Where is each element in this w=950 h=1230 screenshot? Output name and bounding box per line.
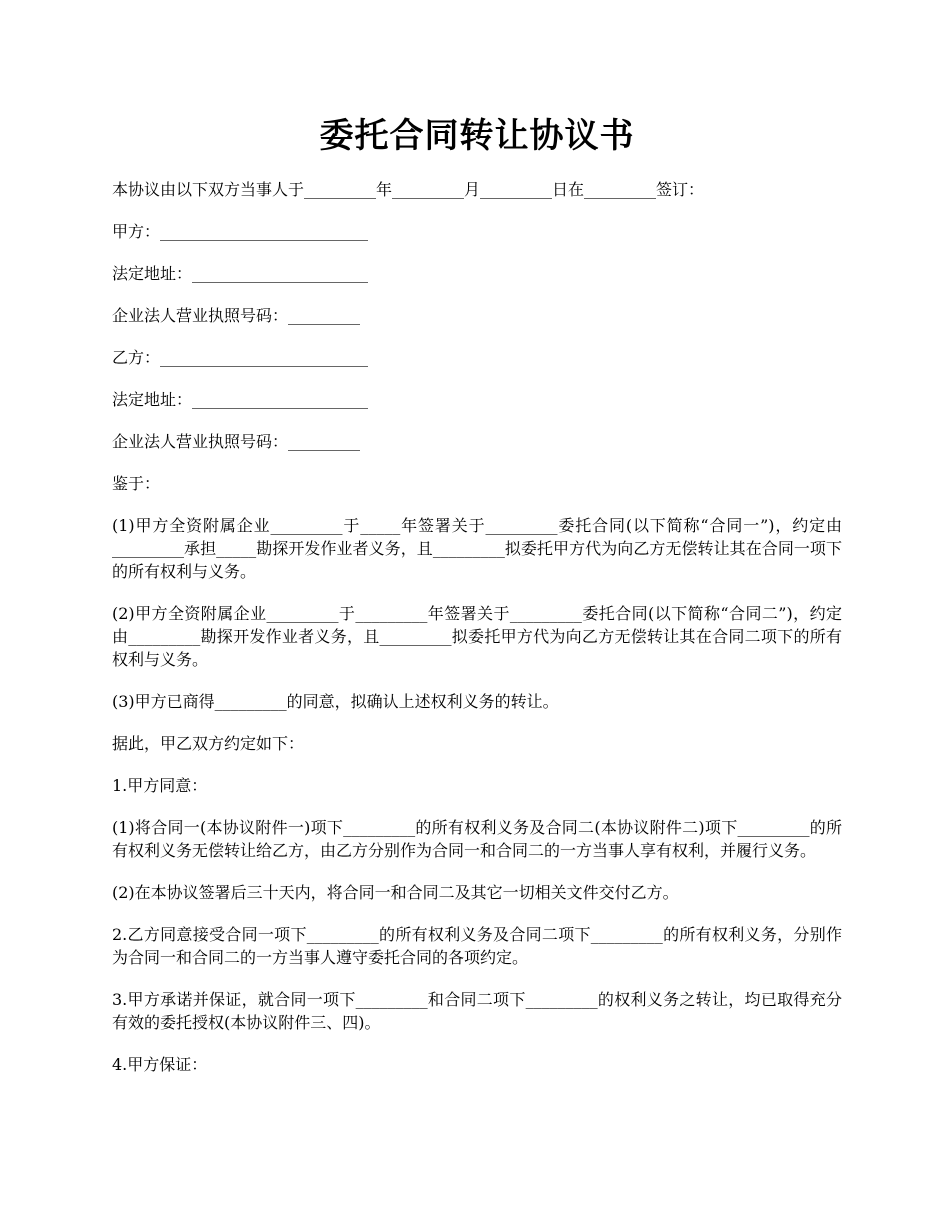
intro-paragraph: 本协议由以下双方当事人于_________年_________月_________日在_________签订： xyxy=(112,180,705,199)
party-b-license-line: 企业法人营业执照号码：_________ xyxy=(112,432,361,451)
whereas-heading: 鉴于： xyxy=(112,474,161,493)
article-1-item-1: (1)将合同一(本协议附件一)项下_________的所有权利义务及合同二(本协议附件二)项下_________的所有权利义务无偿转让给乙方，由乙方分别作为合同一和合同二的一方当事人享有权利，并履行义务。 xyxy=(112,818,842,860)
party-b-address-line: 法定地址：______________________ xyxy=(112,390,369,409)
article-1-heading: 1.甲方同意： xyxy=(112,776,208,795)
whereas-clause-3: (3)甲方已商得_________的同意，拟确认上述权利义务的转让。 xyxy=(112,692,559,711)
article-1-item-2: (2)在本协议签署后三十天内，将合同一和合同二及其它一切相关文件交付乙方。 xyxy=(112,883,679,902)
agreement-lead-in: 据此，甲乙双方约定如下： xyxy=(112,734,305,753)
article-2: 2.乙方同意接受合同一项下_________的所有权利义务及合同二项下_________的所有权利义务，分别作为合同一和合同二的一方当事人遵守委托合同的各项约定。 xyxy=(112,925,842,967)
party-a-line: 甲方：__________________________ xyxy=(112,222,369,241)
document-body xyxy=(112,178,842,1095)
party-b-line: 乙方：__________________________ xyxy=(112,348,369,367)
whereas-clause-2: (2)甲方全资附属企业_________于_________年签署关于_________委托合同(以下简称“合同二”)，约定由_________勘探开发作业者义务，且_________拟委托甲方代为向乙方无偿转让其在合同二项下的所有权利与义务。 xyxy=(112,604,842,669)
whereas-clause-1: (1)甲方全资附属企业_________于_____年签署关于_________委托合同(以下简称“合同一”)，约定由_________承担_____勘探开发作业者义务，且_________拟委托甲方代为向乙方无偿转让其在合同一项下的所有权利与义务。 xyxy=(112,516,842,581)
document-title: 委托合同转让协议书 xyxy=(319,116,635,156)
article-4-heading: 4.甲方保证： xyxy=(112,1055,208,1074)
article-3: 3.甲方承诺并保证，就合同一项下_________和合同二项下_________的权利义务之转让，均已取得充分有效的委托授权(本协议附件三、四)。 xyxy=(112,990,842,1032)
party-a-license-line: 企业法人营业执照号码：_________ xyxy=(112,306,361,325)
party-a-address-line: 法定地址：______________________ xyxy=(112,264,369,283)
